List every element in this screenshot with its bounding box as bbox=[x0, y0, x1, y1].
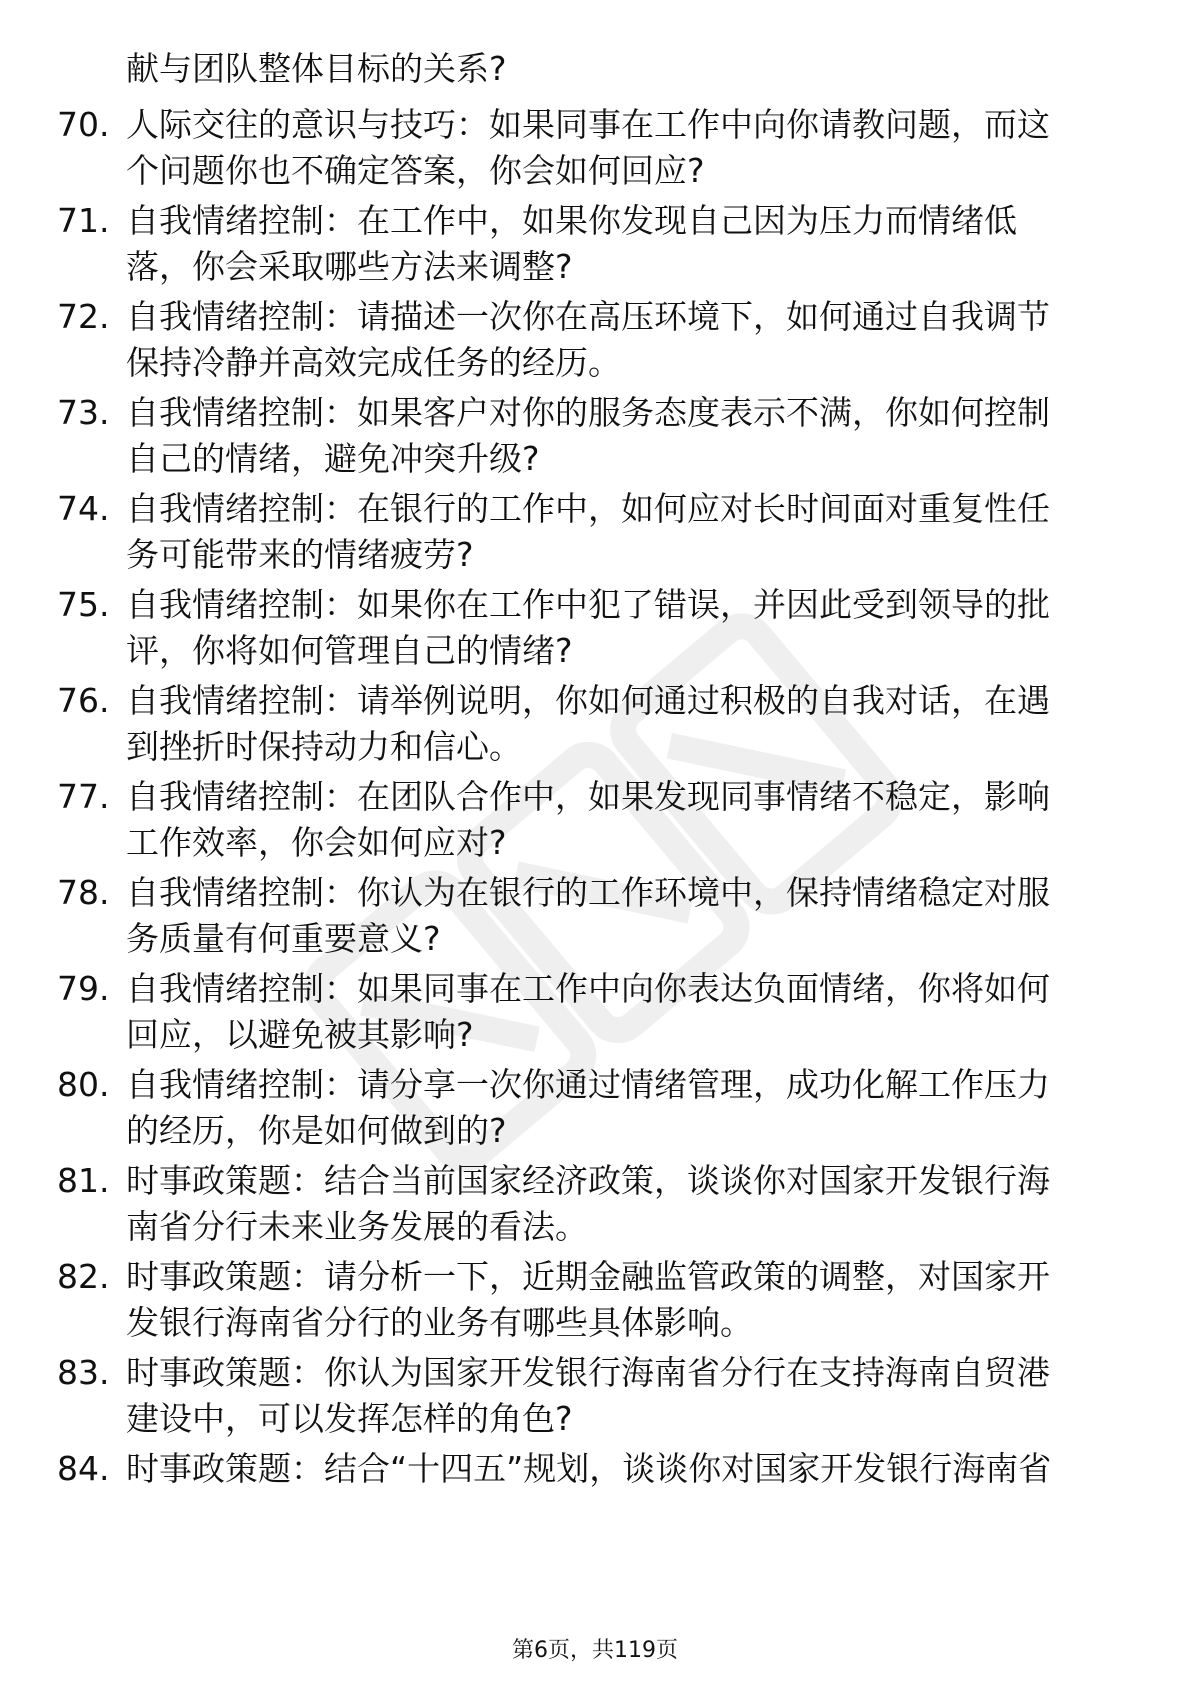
question-number: 84. bbox=[57, 1449, 110, 1488]
continued-question-text: 献与团队整体目标的关系? bbox=[126, 49, 507, 88]
question-number: 74. bbox=[57, 489, 110, 528]
question-text-line-1: 时事政策题：你认为国家开发银行海南省分行在支持海南自贸港 bbox=[126, 1353, 1050, 1392]
question-number: 77. bbox=[57, 777, 110, 816]
question-number: 81. bbox=[57, 1161, 110, 1200]
question-text-line-2: 保持冷静并高效完成任务的经历。 bbox=[126, 343, 621, 382]
question-text-line-2: 建设中，可以发挥怎样的角色? bbox=[126, 1399, 573, 1438]
question-item-73 bbox=[0, 390, 1190, 482]
question-item-74 bbox=[0, 486, 1190, 578]
question-number: 72. bbox=[57, 297, 110, 336]
question-text-line-1: 自我情绪控制：请举例说明，你如何通过积极的自我对话，在遇 bbox=[126, 681, 1050, 720]
question-item-80 bbox=[0, 1062, 1190, 1154]
question-number: 82. bbox=[57, 1257, 110, 1296]
question-number: 80. bbox=[57, 1065, 110, 1104]
question-number: 76. bbox=[57, 681, 110, 720]
question-text-line-1: 自我情绪控制：请描述一次你在高压环境下，如何通过自我调节 bbox=[126, 297, 1050, 336]
question-text-line-2: 回应，以避免被其影响? bbox=[126, 1015, 474, 1054]
question-text-line-2: 南省分行未来业务发展的看法。 bbox=[126, 1207, 588, 1246]
question-item-71 bbox=[0, 198, 1190, 290]
question-text-line-1: 人际交往的意识与技巧：如果同事在工作中向你请教问题，而这 bbox=[126, 105, 1050, 144]
question-text-line-2: 务质量有何重要意义? bbox=[126, 919, 441, 958]
question-number: 78. bbox=[57, 873, 110, 912]
question-text-line-1: 自我情绪控制：如果你在工作中犯了错误，并因此受到领导的批 bbox=[126, 585, 1050, 624]
question-number: 71. bbox=[57, 201, 110, 240]
question-text-line-1: 自我情绪控制：请分享一次你通过情绪管理，成功化解工作压力 bbox=[126, 1065, 1050, 1104]
question-item-81 bbox=[0, 1158, 1190, 1250]
question-item-82 bbox=[0, 1254, 1190, 1346]
question-item-77 bbox=[0, 774, 1190, 866]
question-item-84 bbox=[0, 1446, 1190, 1538]
page-footer: 第6页，共119页 bbox=[512, 1638, 678, 1663]
question-text-line-2: 个问题你也不确定答案，你会如何回应? bbox=[126, 151, 705, 190]
question-item-83 bbox=[0, 1350, 1190, 1442]
question-text-line-1: 自我情绪控制：在团队合作中，如果发现同事情绪不稳定，影响 bbox=[126, 777, 1050, 816]
question-text-line-2: 发银行海南省分行的业务有哪些具体影响。 bbox=[126, 1303, 753, 1342]
question-text-line-1: 自我情绪控制：你认为在银行的工作环境中，保持情绪稳定对服 bbox=[126, 873, 1050, 912]
question-number: 83. bbox=[57, 1353, 110, 1392]
question-text-line-1: 自我情绪控制：如果客户对你的服务态度表示不满，你如何控制 bbox=[126, 393, 1050, 432]
question-text-line-2: 务可能带来的情绪疲劳? bbox=[126, 535, 474, 574]
question-item-70 bbox=[0, 102, 1190, 194]
question-item-76 bbox=[0, 678, 1190, 770]
question-text-line-2: 评，你将如何管理自己的情绪? bbox=[126, 631, 573, 670]
question-item-78 bbox=[0, 870, 1190, 962]
question-text-line-1: 时事政策题：结合当前国家经济政策，谈谈你对国家开发银行海 bbox=[126, 1161, 1050, 1200]
question-item-75 bbox=[0, 582, 1190, 674]
question-number: 75. bbox=[57, 585, 110, 624]
question-text-line-2: 工作效率，你会如何应对? bbox=[126, 823, 507, 862]
question-text-line-2: 落，你会采取哪些方法来调整? bbox=[126, 247, 573, 286]
question-text-line-1: 自我情绪控制：在银行的工作中，如何应对长时间面对重复性任 bbox=[126, 489, 1050, 528]
question-text-line-1: 时事政策题：结合“十四五”规划，谈谈你对国家开发银行海南省 bbox=[126, 1449, 1052, 1488]
question-number: 73. bbox=[57, 393, 110, 432]
question-number: 79. bbox=[57, 969, 110, 1008]
question-text-line-2: 的经历，你是如何做到的? bbox=[126, 1111, 507, 1150]
question-item-79 bbox=[0, 966, 1190, 1058]
question-item-72 bbox=[0, 294, 1190, 386]
question-number: 70. bbox=[57, 105, 110, 144]
question-text-line-1: 自我情绪控制：如果同事在工作中向你表达负面情绪，你将如何 bbox=[126, 969, 1050, 1008]
question-text-line-2: 自己的情绪，避免冲突升级? bbox=[126, 439, 540, 478]
question-text-line-2: 到挫折时保持动力和信心。 bbox=[126, 727, 522, 766]
question-text-line-1: 自我情绪控制：在工作中，如果你发现自己因为压力而情绪低 bbox=[126, 201, 1017, 240]
question-text-line-1: 时事政策题：请分析一下，近期金融监管政策的调整，对国家开 bbox=[126, 1257, 1050, 1296]
